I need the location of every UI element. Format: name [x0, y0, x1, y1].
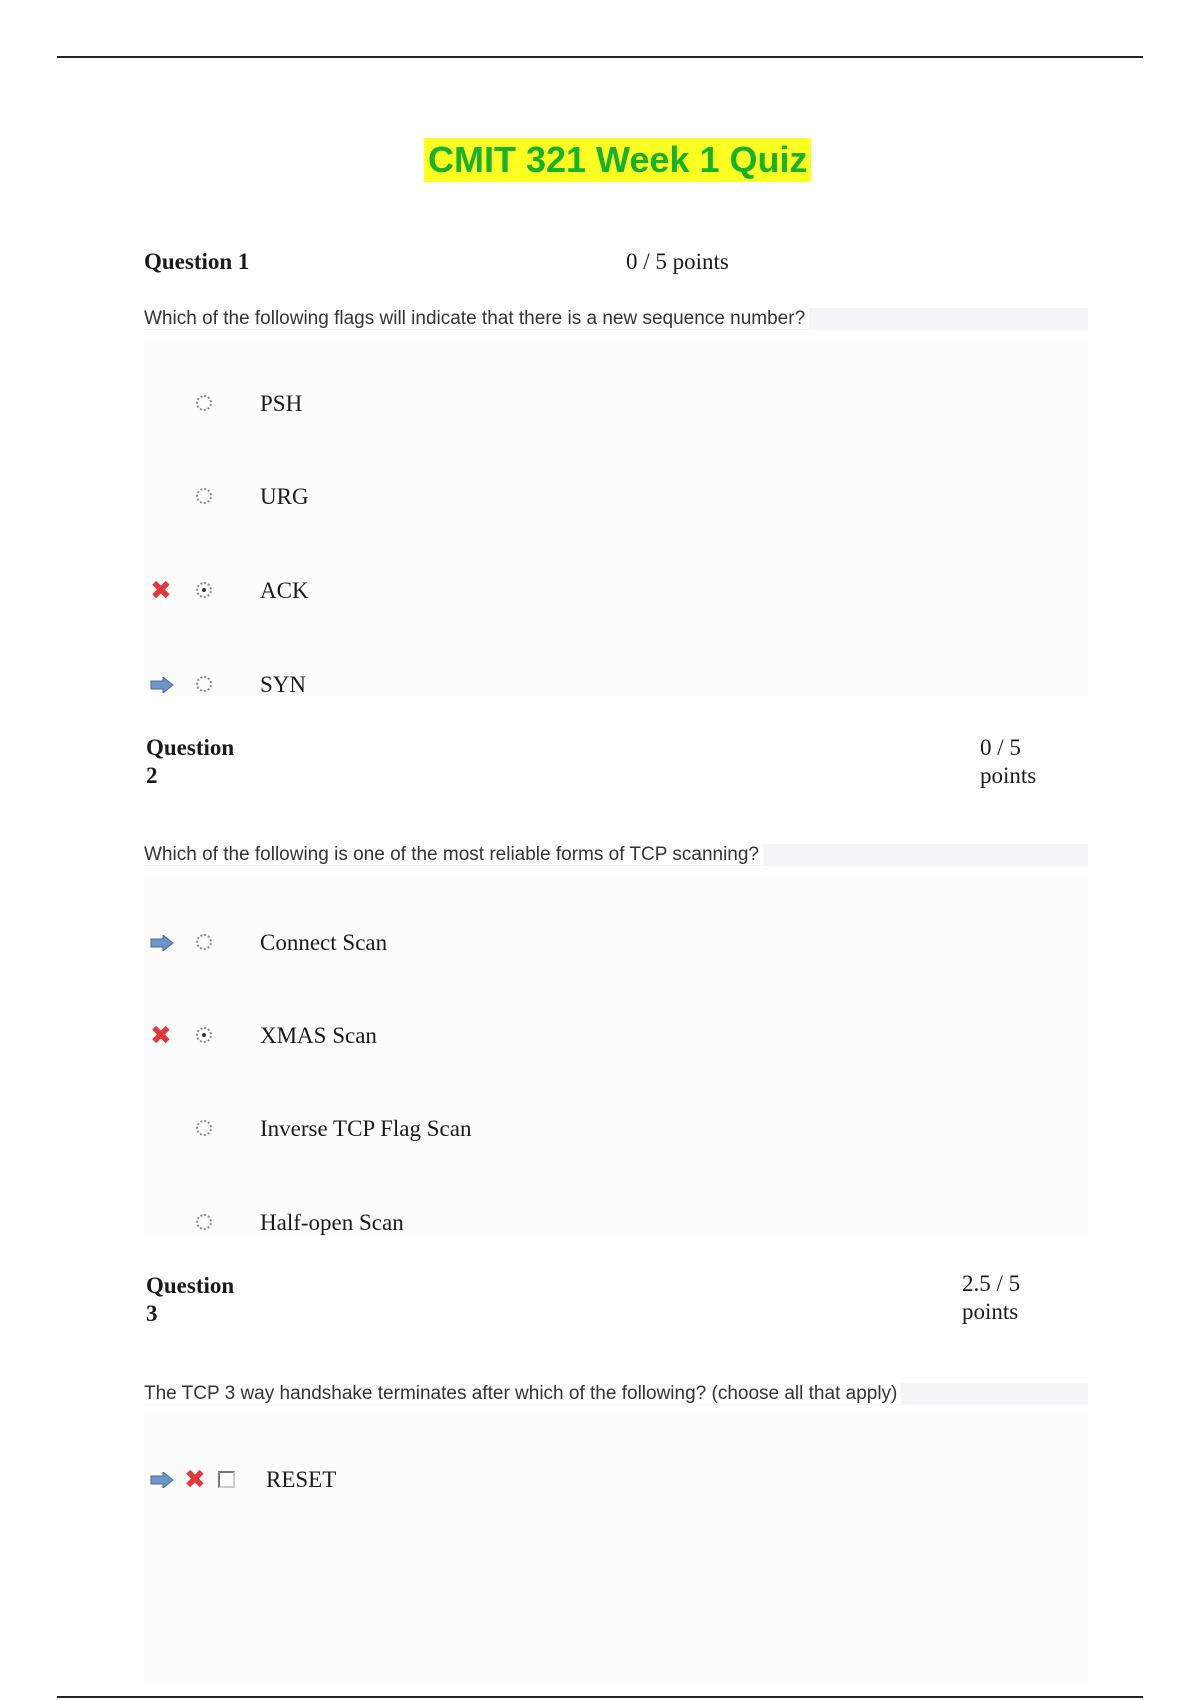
question-1-label: Question 1	[144, 249, 250, 274]
radio-button[interactable]	[196, 934, 212, 950]
checkbox[interactable]	[218, 1471, 235, 1488]
question-1-points: 0 / 5 points	[626, 249, 729, 274]
question-2-answer-inverse-tcp-flag-scan[interactable]: Inverse TCP Flag Scan	[144, 1114, 844, 1144]
radio-button[interactable]	[196, 395, 212, 411]
question-2-answer-xmas-scan[interactable]: ✖ XMAS Scan	[150, 1021, 377, 1051]
question-2-text: Which of the following is one of the most reliable forms of TCP scanning?	[144, 844, 1088, 866]
bottom-rule	[57, 1696, 1143, 1698]
incorrect-x-icon: ✖	[150, 1021, 172, 1051]
correct-answer-arrow-icon	[150, 935, 174, 951]
question-1-text: Which of the following flags will indicate that there is a new sequence number?	[144, 308, 1088, 330]
question-2-answer-half-open-scan[interactable]: Half-open Scan	[144, 1208, 844, 1238]
incorrect-x-icon: ✖	[150, 576, 172, 606]
incorrect-x-icon: ✖	[184, 1465, 206, 1495]
question-3-points: 2.5 / 5 points	[962, 1271, 1021, 1324]
question-3-answer-reset[interactable]: ✖ RESET	[144, 1465, 844, 1495]
radio-button-selected[interactable]	[196, 582, 212, 598]
page-title: CMIT 321 Week 1 Quiz	[424, 138, 811, 182]
question-1-answer-psh[interactable]: PSH	[144, 389, 844, 419]
correct-answer-arrow-icon	[150, 1472, 174, 1488]
question-2-answer-connect-scan[interactable]: Connect Scan	[144, 928, 844, 958]
question-1-answer-syn[interactable]: SYN	[144, 670, 844, 700]
radio-button[interactable]	[196, 1214, 212, 1230]
question-3-answers-panel	[144, 1415, 1088, 1685]
question-3-label: Question 3	[146, 1273, 235, 1326]
radio-button-selected[interactable]	[196, 1027, 212, 1043]
top-rule	[57, 56, 1143, 58]
radio-button[interactable]	[196, 488, 212, 504]
radio-button[interactable]	[196, 676, 212, 692]
question-1-answer-urg[interactable]: URG	[144, 482, 844, 512]
question-2-points: 0 / 5 points	[980, 735, 1037, 788]
question-3-text: The TCP 3 way handshake terminates after which of the following? (choose all that apply)	[144, 1383, 1088, 1405]
question-1-answer-ack[interactable]: ✖ ACK	[150, 576, 309, 606]
correct-answer-arrow-icon	[150, 677, 174, 693]
question-2-label: Question 2	[146, 735, 235, 788]
radio-button[interactable]	[196, 1120, 212, 1136]
